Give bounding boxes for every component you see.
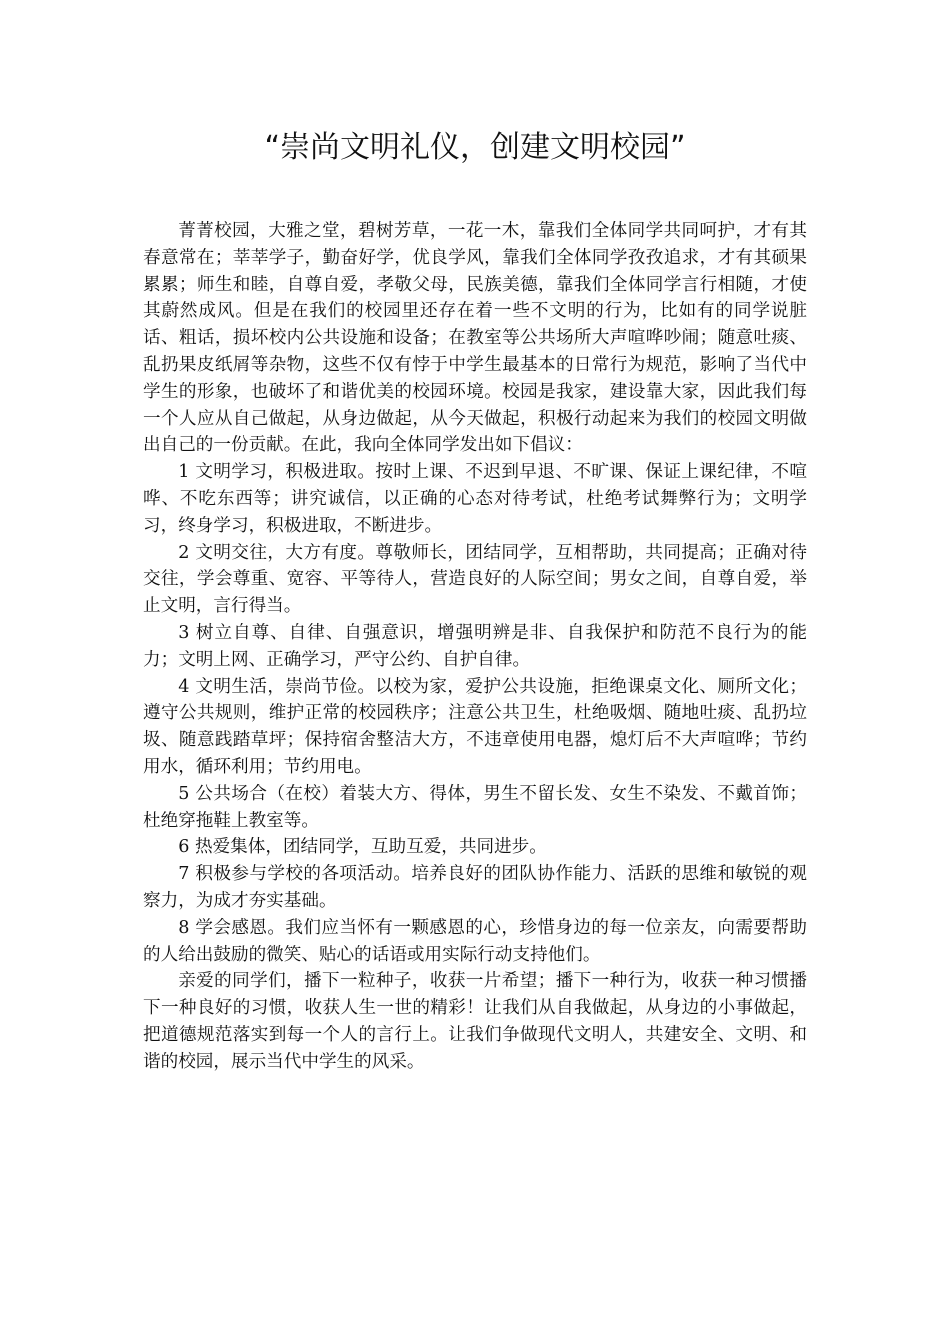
proposal-item-3: 3 树立自尊、自律、自强意识，增强明辨是非、自我保护和防范不良行为的能力；文明上网、正确学习，严守公约、自护自律。 <box>143 622 807 670</box>
proposal-item-6: 6 热爱集体，团结同学，互助互爱，共同进步。 <box>178 837 547 858</box>
proposal-item-4: 4 文明生活，崇尚节俭。以校为家，爱护公共设施，拒绝课桌文化、厕所文化；遵守公共规则，维护正常的校园秩序；注意公共卫生，杜绝吸烟、随地吐痰、乱扔垃圾、随意践踏草坪；保持宿舍整洁大方，不违章使用电器，熄灯后不大声喧哗；节约用水，循环利用；节约用电。 <box>143 676 807 777</box>
proposal-item-1: 1 文明学习，积极进取。按时上课、不迟到早退、不旷课、保证上课纪律，不喧哗、不吃东西等；讲究诚信，以正确的心态对待考试，杜绝考试舞弊行为；文明学习，终身学习，积极进取，不断进步。 <box>143 462 807 536</box>
proposal-item-7: 7 积极参与学校的各项活动。培养良好的团队协作能力、活跃的思维和敏锐的观察力，为成才夯实基础。 <box>143 864 807 911</box>
proposal-item-5: 5 公共场合（在校）着装大方、得体，男生不留长发、女生不染发、不戴首饰；杜绝穿拖鞋上教室等。 <box>143 783 807 831</box>
closing-paragraph: 亲爱的同学们，播下一粒种子，收获一片希望；播下一种行为，收获一种习惯播下一种良好的习惯，收获人生一世的精彩！让我们从自我做起，从身边的小事做起，把道德规范落实到每一个人的言行上。让我们争做现代文明人，共建安全、文明、和谐的校园，展示当代中学生的风采。 <box>143 971 807 1072</box>
proposal-item-2: 2 文明交往，大方有度。尊敬师长，团结同学，互相帮助，共同提高；正确对待交往，学会尊重、宽容、平等待人，营造良好的人际空间；男女之间，自尊自爱，举止文明，言行得当。 <box>143 542 807 617</box>
document-title: “崇尚文明礼仪，创建文明校园” <box>264 130 686 165</box>
intro-paragraph: 菁菁校园，大雅之堂，碧树芳草，一花一木，靠我们全体同学共同呵护，才有其春意常在；莘莘学子，勤奋好学，优良学风，靠我们全体同学孜孜追求，才有其硕果累累；师生和睦，自尊自爱，孝敬父母，民族美德，靠我们全体同学言行相随，才使其蔚然成风。但是在我们的校园里还存在着一些不文明的行为，比如有的同学说脏话、粗话，损坏校内公共设施和设备；在教室等公共场所大声喧哗吵闹；随意吐痰、乱扔果皮纸屑等杂物，这些不仅有悖于中学生最基本的日常行为规范，影响了当代中学生的形象，也破坏了和谐优美的校园环境。校园是我家，建设靠大家，因此我们每一个人应从自己做起，从身边做起，从今天做起，积极行动起来为我们的校园文明做出自己的一份贡献。在此，我向全体同学发出如下倡议： <box>143 221 807 456</box>
proposal-item-8: 8 学会感恩。我们应当怀有一颗感恩的心，珍惜身边的每一位亲友，向需要帮助的人给出鼓励的微笑、贴心的话语或用实际行动支持他们。 <box>143 917 807 965</box>
document-body <box>143 218 807 1076</box>
